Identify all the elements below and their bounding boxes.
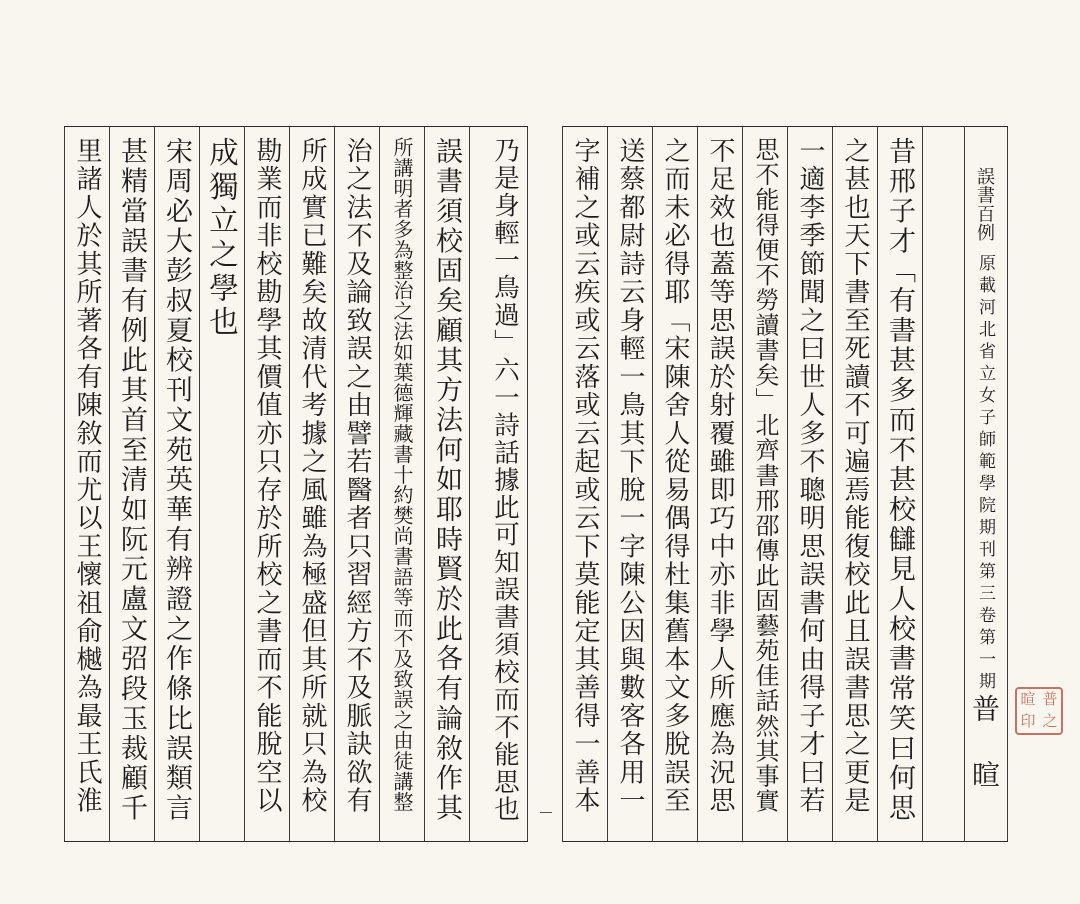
column-text: 昔邢子才「有書甚多而不甚校讎見人校書常笑曰何思 <box>884 137 915 824</box>
column-text: 之而未必得耶「宋陳舍人從易偶得杜集舊本文多脫誤至 <box>660 137 690 815</box>
seal-stamp <box>1015 687 1063 735</box>
text-column <box>832 127 877 841</box>
text-column <box>199 127 244 841</box>
text-column <box>154 127 199 841</box>
column-text: 宋周必大彭叔夏校刊文苑英華有辨證之作條比誤類言 <box>161 137 192 824</box>
text-column <box>109 127 154 841</box>
column-text: 所講明者多為整治之法如葉德輝藏書十約樊尚書語等而不及致誤之由徒講整 <box>390 137 414 812</box>
column-text: 所成實已難矣故清代考據之風雖為極盛但其所就只為校 <box>297 137 327 815</box>
column-text: 不足效也蓋等思誤於射覆雖即巧中亦非學人所應為況思 <box>705 137 735 815</box>
seal-char: 普 <box>1042 690 1058 708</box>
seal-char: 之 <box>1042 712 1058 730</box>
seal-char: 暄 <box>1020 690 1036 708</box>
text-column <box>652 127 697 841</box>
column-text: 里諸人於其所著各有陳敘而尤以王懷祖俞樾為最王氏淮 <box>72 137 102 815</box>
title-block <box>965 127 1007 826</box>
text-column <box>787 127 832 841</box>
book-title: 誤書百例 <box>974 167 995 243</box>
source-note: 原載河北省立女子師範學院期刊第三卷第一期 <box>975 254 995 695</box>
column-text: 一適李季節聞之曰世人多不聰明思誤書何由得子才曰若 <box>795 137 825 815</box>
author-name: 普暄 <box>968 694 1001 827</box>
text-column <box>469 127 528 841</box>
column-text: 乃是身輕一鳥過」六一詩話據此可知誤書須校而不能思也 <box>490 137 520 824</box>
text-column <box>697 127 742 841</box>
text-column <box>289 127 334 841</box>
text-column <box>424 127 469 841</box>
column-text: 治之法不及論致誤之由譬若醫者只習經方不及脈訣欲有 <box>342 137 372 815</box>
column-text: 成獨立之學也 <box>205 137 239 341</box>
column-text: 字補之或云疾或云落或云起或云下莫能定其善得一善本 <box>570 137 600 815</box>
column-text: 思不能得便不勞讀書矣」北齊書邢邵傳此固藝苑佳話然其事實 <box>751 137 779 814</box>
right-page-frame <box>562 126 1008 842</box>
column-text: 甚精當誤書有例此其首至清如阮元盧文弨段玉裁顧千 <box>116 137 147 824</box>
left-page-frame <box>64 126 528 842</box>
column-text: 誤書須校固矣顧其方法何如耶時賢於此各有論敘作其 <box>431 137 462 824</box>
text-column <box>877 127 922 841</box>
column-text: 送蔡都尉詩云身輕一鳥其下脫一字陳公因與數客各用一 <box>615 137 645 815</box>
gutter-mark <box>540 812 552 813</box>
text-column <box>379 127 424 841</box>
text-column <box>607 127 652 841</box>
right-page <box>540 0 1080 904</box>
column-text: 勘業而非校勘學其價值亦只存於所校之書而不能脫空以 <box>252 137 282 815</box>
column-text: 之甚也天下書至死讀不可遍焉能復校此且誤書思之更是 <box>840 137 870 815</box>
text-column <box>64 127 109 841</box>
title-column <box>964 127 1008 841</box>
blank-column <box>922 127 964 841</box>
text-column <box>742 127 787 841</box>
seal-char: 印 <box>1020 712 1036 730</box>
text-column <box>562 127 607 841</box>
text-column <box>244 127 289 841</box>
text-column <box>334 127 379 841</box>
